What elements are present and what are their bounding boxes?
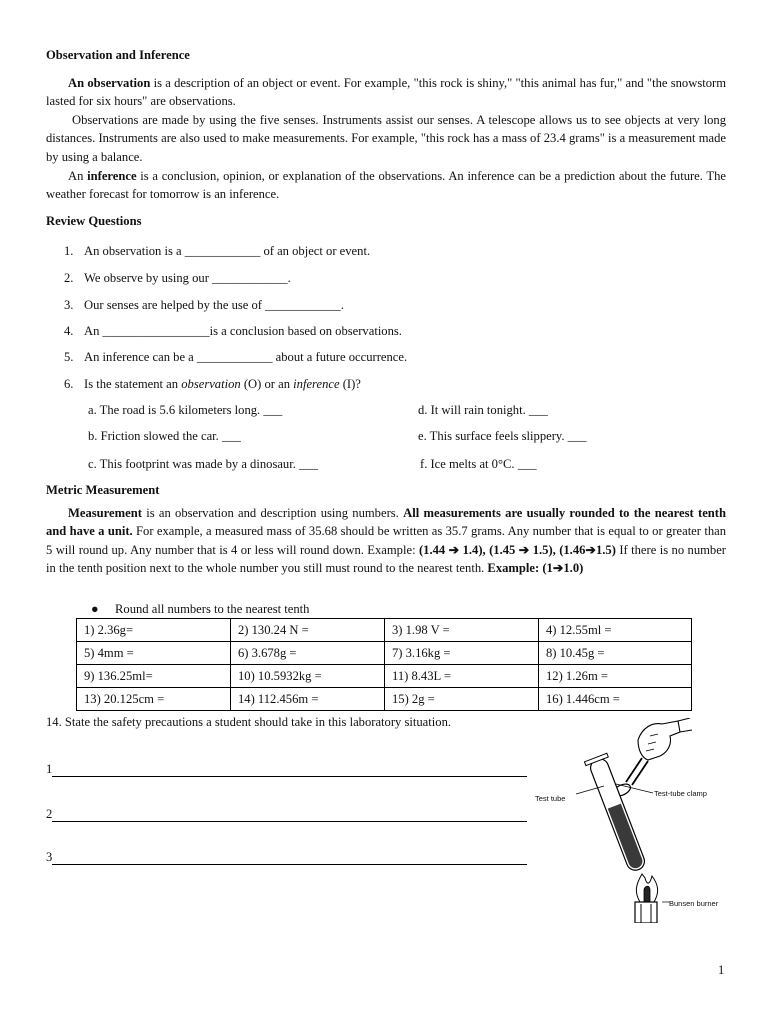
question-text: An observation is a ____________ of an object or event. [84, 244, 371, 258]
sub-item-b: b. Friction slowed the car. ___ [88, 429, 241, 443]
metric-text-1: is an observation and description using numbers. [141, 506, 404, 520]
table-cell: 8) 10.45g = [539, 642, 692, 665]
table-row [77, 619, 692, 642]
question-number: 4. [64, 324, 74, 338]
bullet-item [91, 602, 309, 617]
instruments-paragraph: Observations are made by using the five senses. Instruments assist our senses. A telescope allows us to see objects at very long distances. Instruments are also used to make measurements. For example, "this rock has a mass of 23.4 grams" is a measurement made by using a balance. [46, 113, 726, 164]
measurement-term: Measurement [68, 506, 142, 520]
metric-bold-1: All measurements are usually rounded to the nearest tenth and have a unit. [46, 506, 726, 539]
question-5 [64, 350, 407, 365]
table-cell: 1) 2.36g= [77, 619, 231, 642]
table-cell: 14) 112.456m = [231, 688, 385, 711]
answer-line-2 [46, 807, 527, 822]
table-cell: 15) 2g = [385, 688, 539, 711]
answer-line-1 [46, 762, 527, 777]
answer-line-number: 2 [46, 807, 53, 821]
question-6-prefix: Is the statement an [84, 377, 182, 391]
answer-blank[interactable] [52, 764, 527, 777]
safety-prompt: 14. State the safety precautions a student should take in this laboratory situation. [46, 715, 452, 729]
hand-icon [638, 721, 680, 760]
sub-item-f: f. Ice melts at 0°C. ___ [420, 457, 537, 471]
answer-line-number: 1 [46, 762, 53, 776]
question-3 [64, 298, 344, 313]
observation-word: observation [181, 377, 241, 391]
question-number: 2. [64, 271, 74, 285]
question-2 [64, 271, 291, 286]
answer-blank[interactable] [52, 809, 527, 822]
table-cell: 3) 1.98 V = [385, 619, 539, 642]
inference-text: is a conclusion, opinion, or explanation of the observations. An inference can be a prediction about the future. The weather forecast for tomorrow is an inference. [46, 169, 726, 202]
sub-item-e: e. This surface feels slippery. ___ [418, 429, 587, 443]
inference-prefix: An [68, 169, 88, 183]
table-cell: 16) 1.446cm = [539, 688, 692, 711]
question-number: 3. [64, 298, 74, 312]
sub-item-d: d. It will rain tonight. ___ [418, 403, 548, 417]
observation-term: An observation [68, 76, 151, 90]
table-row [77, 688, 692, 711]
observation-paragraph [46, 74, 726, 111]
question-number: 1. [64, 244, 74, 258]
table-cell: 5) 4mm = [77, 642, 231, 665]
answer-blank[interactable] [52, 852, 527, 865]
burner-label: Bunsen burner [669, 899, 719, 908]
measurement-table [76, 618, 692, 711]
test-tube-label: Test tube [535, 794, 566, 803]
table-cell: 12) 1.26m = [539, 665, 692, 688]
question-4 [64, 324, 402, 339]
page-title: Observation and Inference [46, 48, 190, 62]
question-number: 5. [64, 350, 74, 364]
table-cell: 6) 3.678g = [231, 642, 385, 665]
question-6-suffix: (I)? [339, 377, 361, 391]
question-text: An _________________is a conclusion based on observations. [84, 324, 402, 338]
observation-text: is a description of an object or event. For example, "this rock is shiny," "this animal has fur," and "the snowstorm lasted for six hours" are observations. [46, 76, 726, 109]
table-row [77, 665, 692, 688]
table-cell: 11) 8.43L = [385, 665, 539, 688]
question-6-mid: (O) or an [240, 377, 294, 391]
table-cell: 2) 130.24 N = [231, 619, 385, 642]
question-1 [64, 244, 370, 259]
table-row [77, 642, 692, 665]
question-text: An inference can be a ____________ about a future occurrence. [84, 350, 408, 364]
answer-line-3 [46, 850, 527, 865]
bullet-text: Round all numbers to the nearest tenth [115, 602, 310, 616]
review-heading: Review Questions [46, 214, 142, 228]
clamp-label: Test-tube clamp [654, 789, 707, 798]
metric-text-2: For example, a measured mass of 35.68 should be written as 35.7 grams. Any number that is equal to or greater than 5 will round up. Any number that is 4 or less will round down. Example: [46, 524, 726, 557]
metric-heading: Metric Measurement [46, 483, 160, 497]
bullet-dot-icon: ● [91, 602, 99, 616]
answer-line-number: 3 [46, 850, 53, 864]
sub-item-c: c. This footprint was made by a dinosaur. ___ [88, 457, 318, 471]
table-cell: 13) 20.125cm = [77, 688, 231, 711]
table-cell: 4) 12.55ml = [539, 619, 692, 642]
table-cell: 9) 136.25ml= [77, 665, 231, 688]
metric-bold-3: Example: (1➔1.0) [487, 561, 584, 576]
metric-paragraph [46, 504, 726, 578]
bunsen-burner-icon [635, 902, 657, 923]
metric-text-3: If there is no number in the tenth position next to the whole number you still must round to the nearest tenth. [46, 542, 727, 576]
question-text: We observe by using our ____________. [84, 271, 291, 285]
table-cell: 10) 10.5932kg = [231, 665, 385, 688]
clamp-icon [626, 758, 648, 785]
sub-item-a: a. The road is 5.6 kilometers long. ___ [88, 403, 283, 417]
inference-paragraph [46, 167, 726, 204]
inference-term: inference [87, 169, 137, 183]
page-number: 1 [718, 963, 725, 977]
question-text: Our senses are helped by the use of ____________. [84, 298, 344, 312]
lab-diagram [560, 718, 740, 923]
question-number: 6. [64, 377, 74, 391]
metric-bold-2: (1.44 ➔ 1.4), (1.45 ➔ 1.5), (1.46➔1.5) [418, 542, 616, 557]
question-6 [64, 377, 361, 392]
table-cell: 7) 3.16kg = [385, 642, 539, 665]
inference-word: inference [293, 377, 340, 391]
